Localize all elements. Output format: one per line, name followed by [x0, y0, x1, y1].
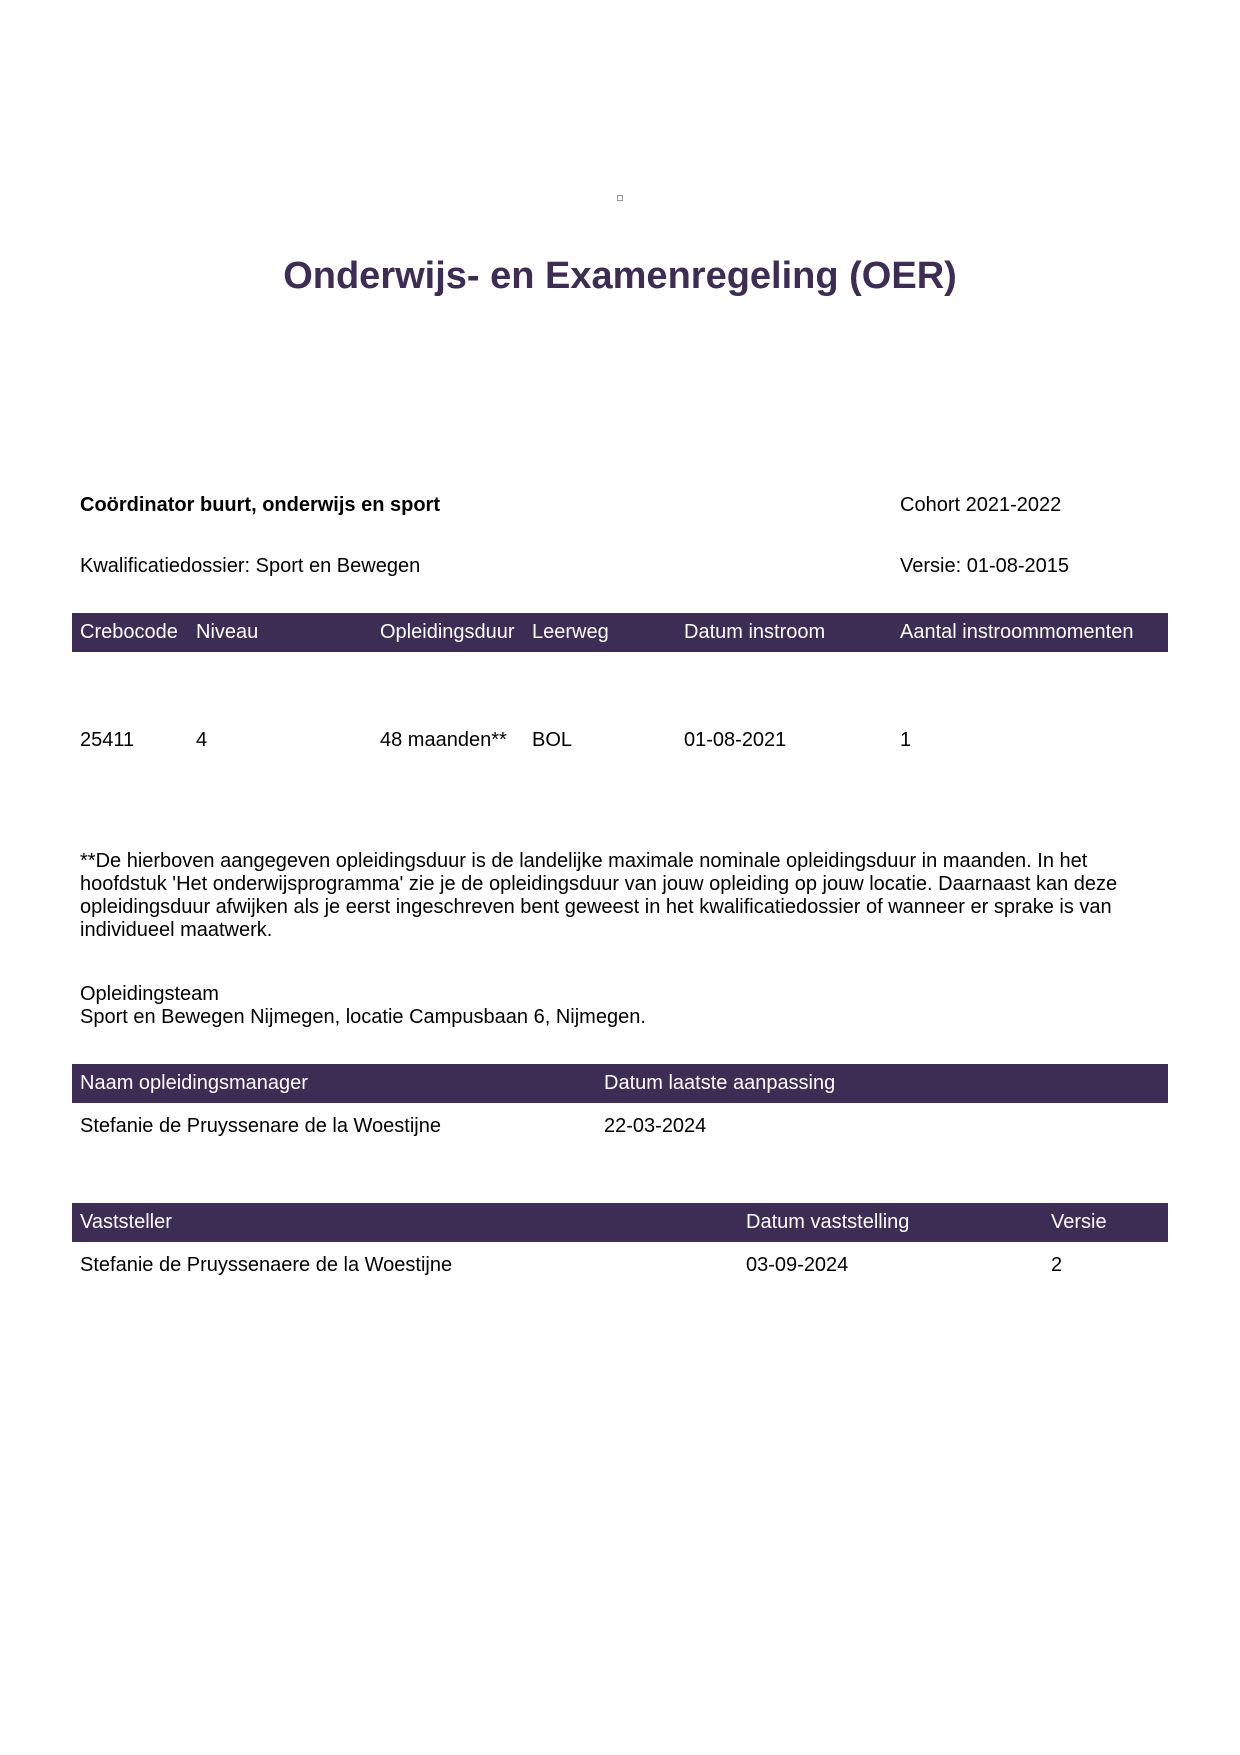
duration-footnote: **De hierboven aangegeven opleidingsduur is de landelijke maximale nominale opleidingsduur in maanden. In het hoofdstuk 'Het onderwijsprogramma' zie je de opleidingsduur van jouw opleiding op jouw locatie. Daarnaast kan deze opleidingsduur afwijken als je eerst ingeschreven bent geweest in het kwalificatiedossier of wanneer er sprake is van individueel maatwerk. [80, 850, 1118, 941]
header-datum-laatste-aanpassing: Datum laatste aanpassing [604, 1072, 836, 1094]
vaststelling-table-header [72, 1203, 1168, 1242]
cell-leerweg: BOL [532, 729, 573, 751]
cohort: Cohort 2021-2022 [900, 494, 1062, 516]
header-naam-opleidingsmanager: Naam opleidingsmanager [80, 1072, 308, 1094]
program-name: Coördinator buurt, onderwijs en sport [80, 494, 440, 516]
header-datum-vaststelling: Datum vaststelling [746, 1211, 910, 1233]
cell-last-modified: 22-03-2024 [604, 1115, 707, 1137]
cell-datum-vaststelling: 03-09-2024 [746, 1254, 849, 1276]
dossier-version: Versie: 01-08-2015 [900, 555, 1070, 577]
header-vaststeller: Vaststeller [80, 1211, 172, 1233]
qualification-dossier: Kwalificatiedossier: Sport en Bewegen [80, 555, 421, 577]
cell-manager-name: Stefanie de Pruyssenare de la Woestijne [80, 1115, 441, 1137]
cell-vaststeller: Stefanie de Pruyssenaere de la Woestijne [80, 1254, 453, 1276]
cell-opleidingsduur: 48 maanden** [380, 729, 507, 751]
cell-aantal-instroommomenten: 1 [900, 729, 912, 751]
header-datum-instroom: Datum instroom [684, 621, 826, 643]
team-location: Sport en Bewegen Nijmegen, locatie Campusbaan 6, Nijmegen. [80, 1006, 646, 1028]
document-title: Onderwijs- en Examenregeling (OER) [283, 255, 957, 297]
logo-placeholder-icon [617, 195, 623, 201]
team-label: Opleidingsteam [80, 983, 219, 1005]
header-niveau: Niveau [196, 621, 259, 643]
header-opleidingsduur: Opleidingsduur [380, 621, 515, 643]
cell-crebocode: 25411 [80, 729, 135, 751]
header-versie: Versie [1051, 1211, 1107, 1233]
header-leerweg: Leerweg [532, 621, 609, 643]
program-table-header [72, 613, 1168, 652]
manager-table-header [72, 1064, 1168, 1103]
header-aantal-instroommomenten: Aantal instroommomenten [900, 621, 1134, 643]
cell-datum-instroom: 01-08-2021 [684, 729, 787, 751]
cell-versie: 2 [1051, 1254, 1063, 1276]
header-crebocode: Crebocode [80, 621, 178, 643]
cell-niveau: 4 [196, 729, 208, 751]
